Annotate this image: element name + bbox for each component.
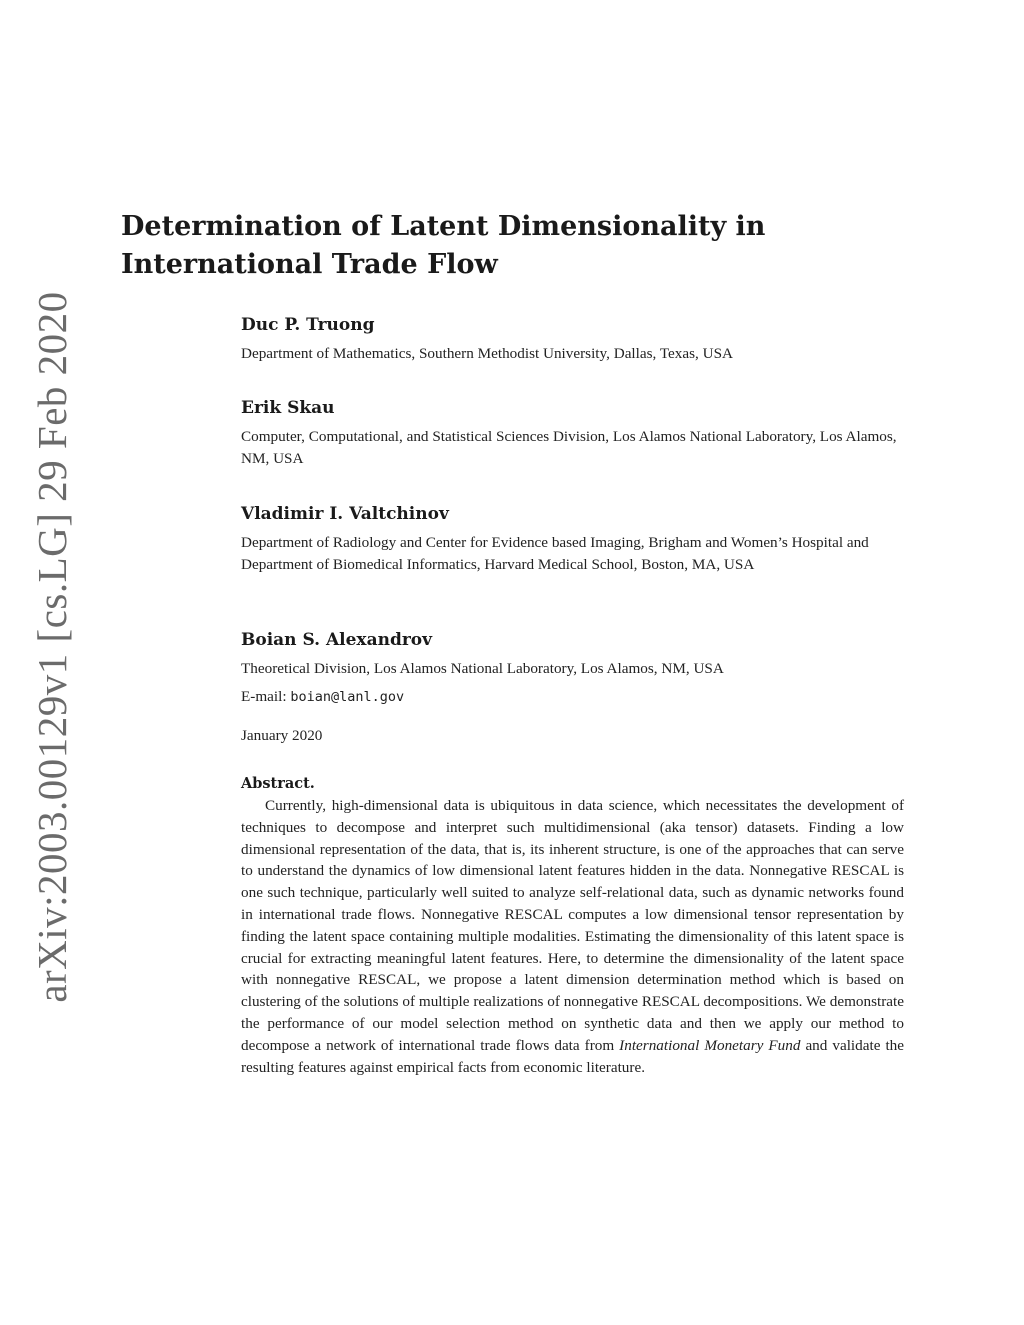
author-name: Boian S. Alexandrov bbox=[241, 630, 433, 650]
author-block bbox=[241, 628, 911, 680]
email-label: E-mail: bbox=[241, 688, 287, 705]
abstract-text-part-1: Currently, high-dimensional data is ubiquitous in data science, which necessitates the development of techniques to decompose and interpret such multidimensional (aka tensor) datasets. Finding a low dimensional representation of the data, that is, its inherent structure, is one of the approaches that can serve to understand the dynamics of low dimensional latent features hidden in the data. Nonnegative RESCAL is one such technique, particularly well suited to analyze self-relational data, such as dynamic networks found in international trade flows. Nonnegative RESCAL computes a low dimensional tensor representation by finding the latent space containing multiple modalities. Estimating the dimensionality of this latent space is crucial for extracting meaningful latent features. Here, to determine the dimensionality of the latent space with nonnegative RESCAL, we propose a latent dimension determination method which is based on clustering of the solutions of multiple realizations of nonnegative RESCAL decompositions. We demonstrate the performance of our model selection method on synthetic data and then we apply our method to decompose a network of international trade flows data from bbox=[241, 797, 904, 1054]
author-block bbox=[241, 313, 911, 365]
author-name: Vladimir I. Valtchinov bbox=[241, 504, 449, 524]
paper-title-line-2: International Trade Flow bbox=[121, 249, 498, 280]
abstract-body bbox=[241, 795, 904, 1078]
author-affiliation: Department of Radiology and Center for Evidence based Imaging, Brigham and Women’s Hospital and Department of Biomedical Informatics, Harvard Medical School, Boston, MA, USA bbox=[241, 534, 869, 573]
publication-date: January 2020 bbox=[241, 727, 323, 744]
author-affiliation: Theoretical Division, Los Alamos National Laboratory, Los Alamos, NM, USA bbox=[241, 660, 724, 677]
author-affiliation: Department of Mathematics, Southern Methodist University, Dallas, Texas, USA bbox=[241, 345, 734, 362]
paper-title-line-1: Determination of Latent Dimensionality in bbox=[121, 211, 766, 242]
author-name: Erik Skau bbox=[241, 398, 335, 418]
abstract-text-part-2: and validate the resulting features against empirical facts from economic literature. bbox=[241, 1036, 904, 1076]
abstract-heading: Abstract. bbox=[241, 775, 315, 792]
arxiv-identifier-stamp: arXiv:2003.00129v1 [cs.LG] 29 Feb 2020 bbox=[29, 291, 75, 1003]
email-address[interactable]: boian@lanl.gov bbox=[290, 689, 405, 705]
abstract-italic-source: International Monetary Fund bbox=[619, 1036, 801, 1054]
author-affiliation: Computer, Computational, and Statistical Sciences Division, Los Alamos National Laboratory, Los Alamos, NM, USA bbox=[241, 428, 897, 467]
paper-title bbox=[121, 208, 901, 284]
author-block bbox=[241, 502, 911, 576]
author-name: Duc P. Truong bbox=[241, 315, 375, 335]
contact-email bbox=[241, 686, 404, 708]
author-block bbox=[241, 396, 911, 470]
